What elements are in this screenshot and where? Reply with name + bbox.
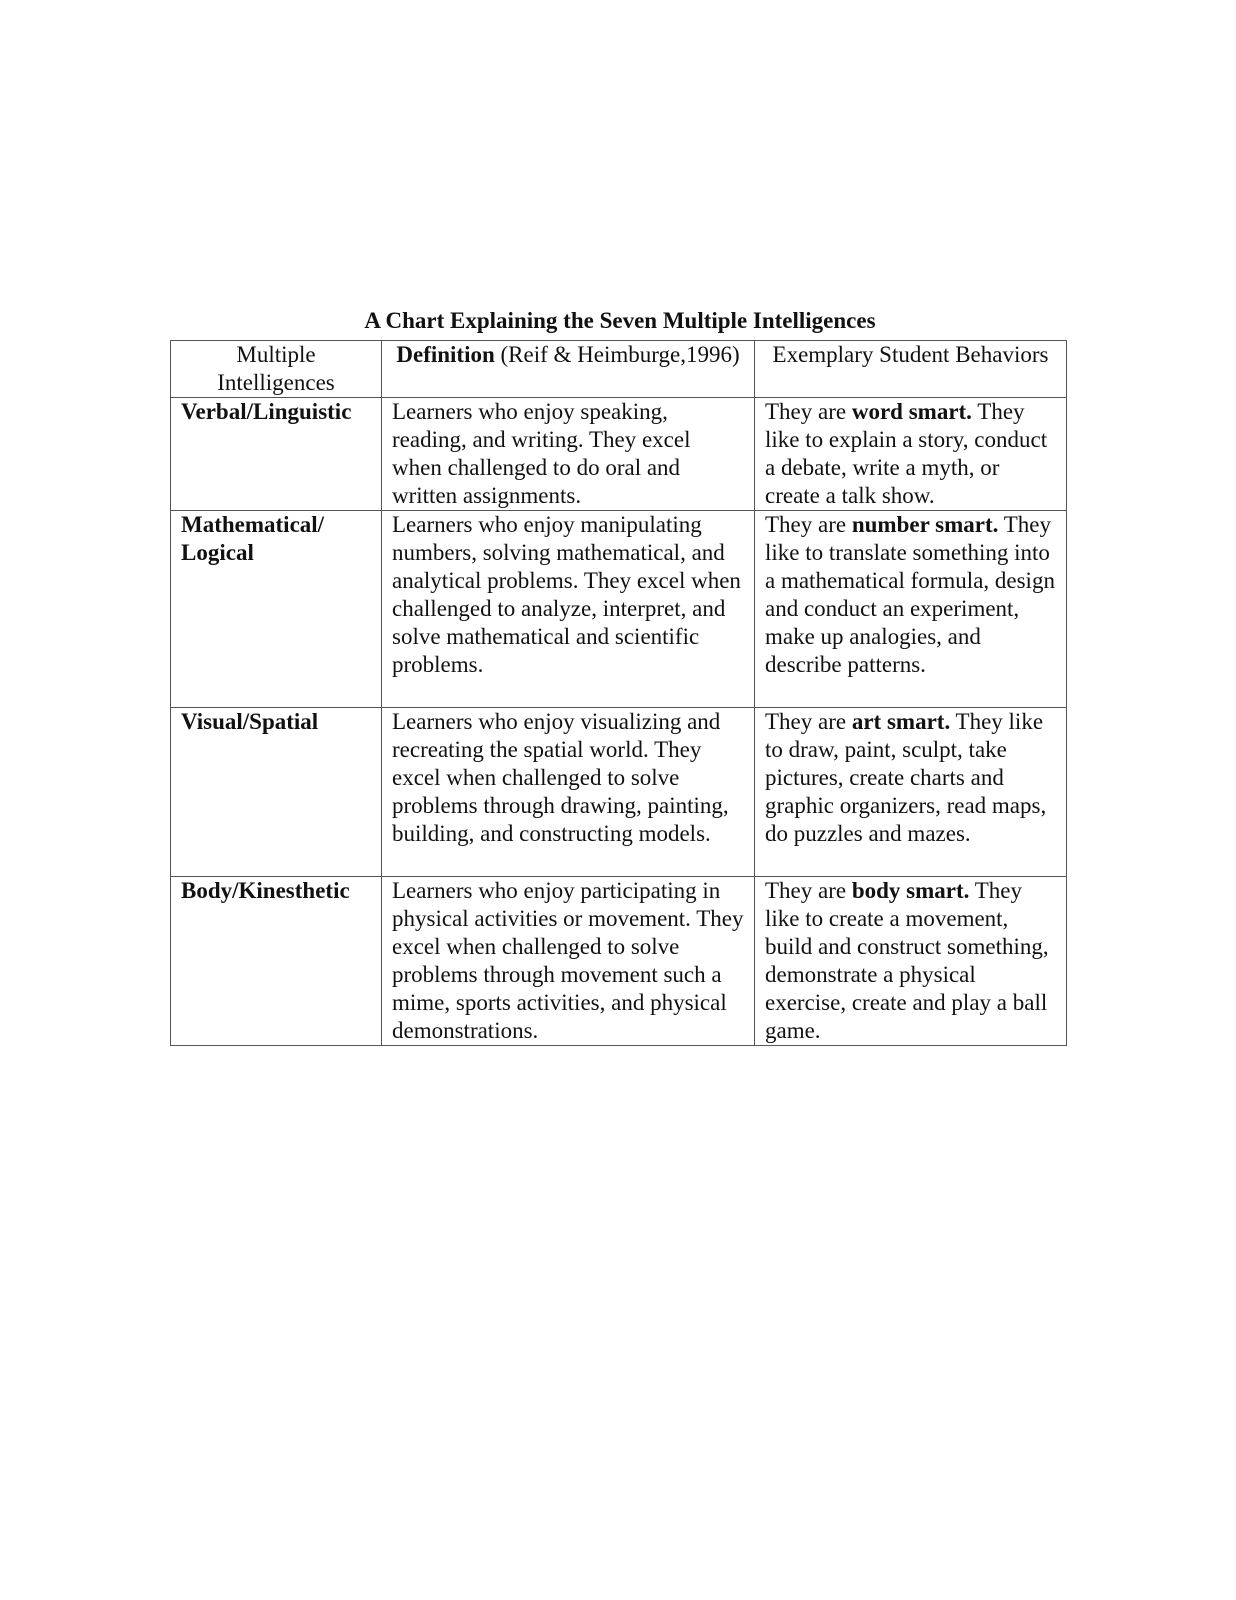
chart-title: A Chart Explaining the Seven Multiple Intelligences [364, 308, 876, 333]
behavior-post: They like to create a movement, build and construct something, demonstrate a physical exercise, create and play a ball game. [765, 878, 1049, 1043]
behavior-cell [755, 877, 1067, 1046]
table-row [171, 511, 1067, 708]
behavior-cell [755, 398, 1067, 511]
intelligence-name: Visual/Spatial [171, 708, 382, 877]
behavior-smart-label: body smart. [851, 878, 970, 903]
header-behaviors: Exemplary Student Behaviors [755, 341, 1067, 398]
header-definition-label: Definition [396, 342, 495, 367]
definition-cell: Learners who enjoy participating in physical activities or movement. They excel when challenged to solve problems through movement such a mime, sports activities, and physical demonstrations. [382, 877, 755, 1046]
behavior-pre: They are [765, 878, 852, 903]
header-definition [382, 341, 755, 398]
behavior-smart-label: word smart. [851, 399, 972, 424]
table-row [171, 398, 1067, 511]
behavior-smart-label: art smart. [851, 709, 951, 734]
intelligences-table [170, 340, 1067, 1046]
header-row [171, 341, 1067, 398]
definition-cell: Learners who enjoy speaking, reading, and writing. They excel when challenged to do oral and written assignments. [382, 398, 755, 511]
header-multiple-intelligences: Multiple Intelligences [171, 341, 382, 398]
behavior-cell [755, 708, 1067, 877]
behavior-cell [755, 511, 1067, 708]
definition-cell: Learners who enjoy manipulating numbers, solving mathematical, and analytical problems. They excel when challenged to analyze, interpret, and solve mathematical and scientific problems. [382, 511, 755, 708]
table-row [171, 708, 1067, 877]
header-definition-citation: (Reif & Heimburge,1996) [494, 342, 740, 367]
behavior-post: They like to explain a story, conduct a debate, write a myth, or create a talk show. [765, 399, 1048, 508]
behavior-pre: They are [765, 399, 852, 424]
behavior-smart-label: number smart. [851, 512, 999, 537]
table-row [171, 877, 1067, 1046]
intelligence-name: Verbal/Linguistic [171, 398, 382, 511]
behavior-pre: They are [765, 709, 852, 734]
definition-cell: Learners who enjoy visualizing and recreating the spatial world. They excel when challenged to solve problems through drawing, painting, building, and constructing models. [382, 708, 755, 877]
behavior-post: They like to translate something into a mathematical formula, design and conduct an experiment, make up analogies, and describe patterns. [765, 512, 1055, 677]
intelligence-name: Mathematical/ Logical [171, 511, 382, 708]
behavior-post: They like to draw, paint, sculpt, take pictures, create charts and graphic organizers, read maps, do puzzles and mazes. [765, 709, 1047, 846]
intelligence-name: Body/Kinesthetic [171, 877, 382, 1046]
behavior-pre: They are [765, 512, 852, 537]
